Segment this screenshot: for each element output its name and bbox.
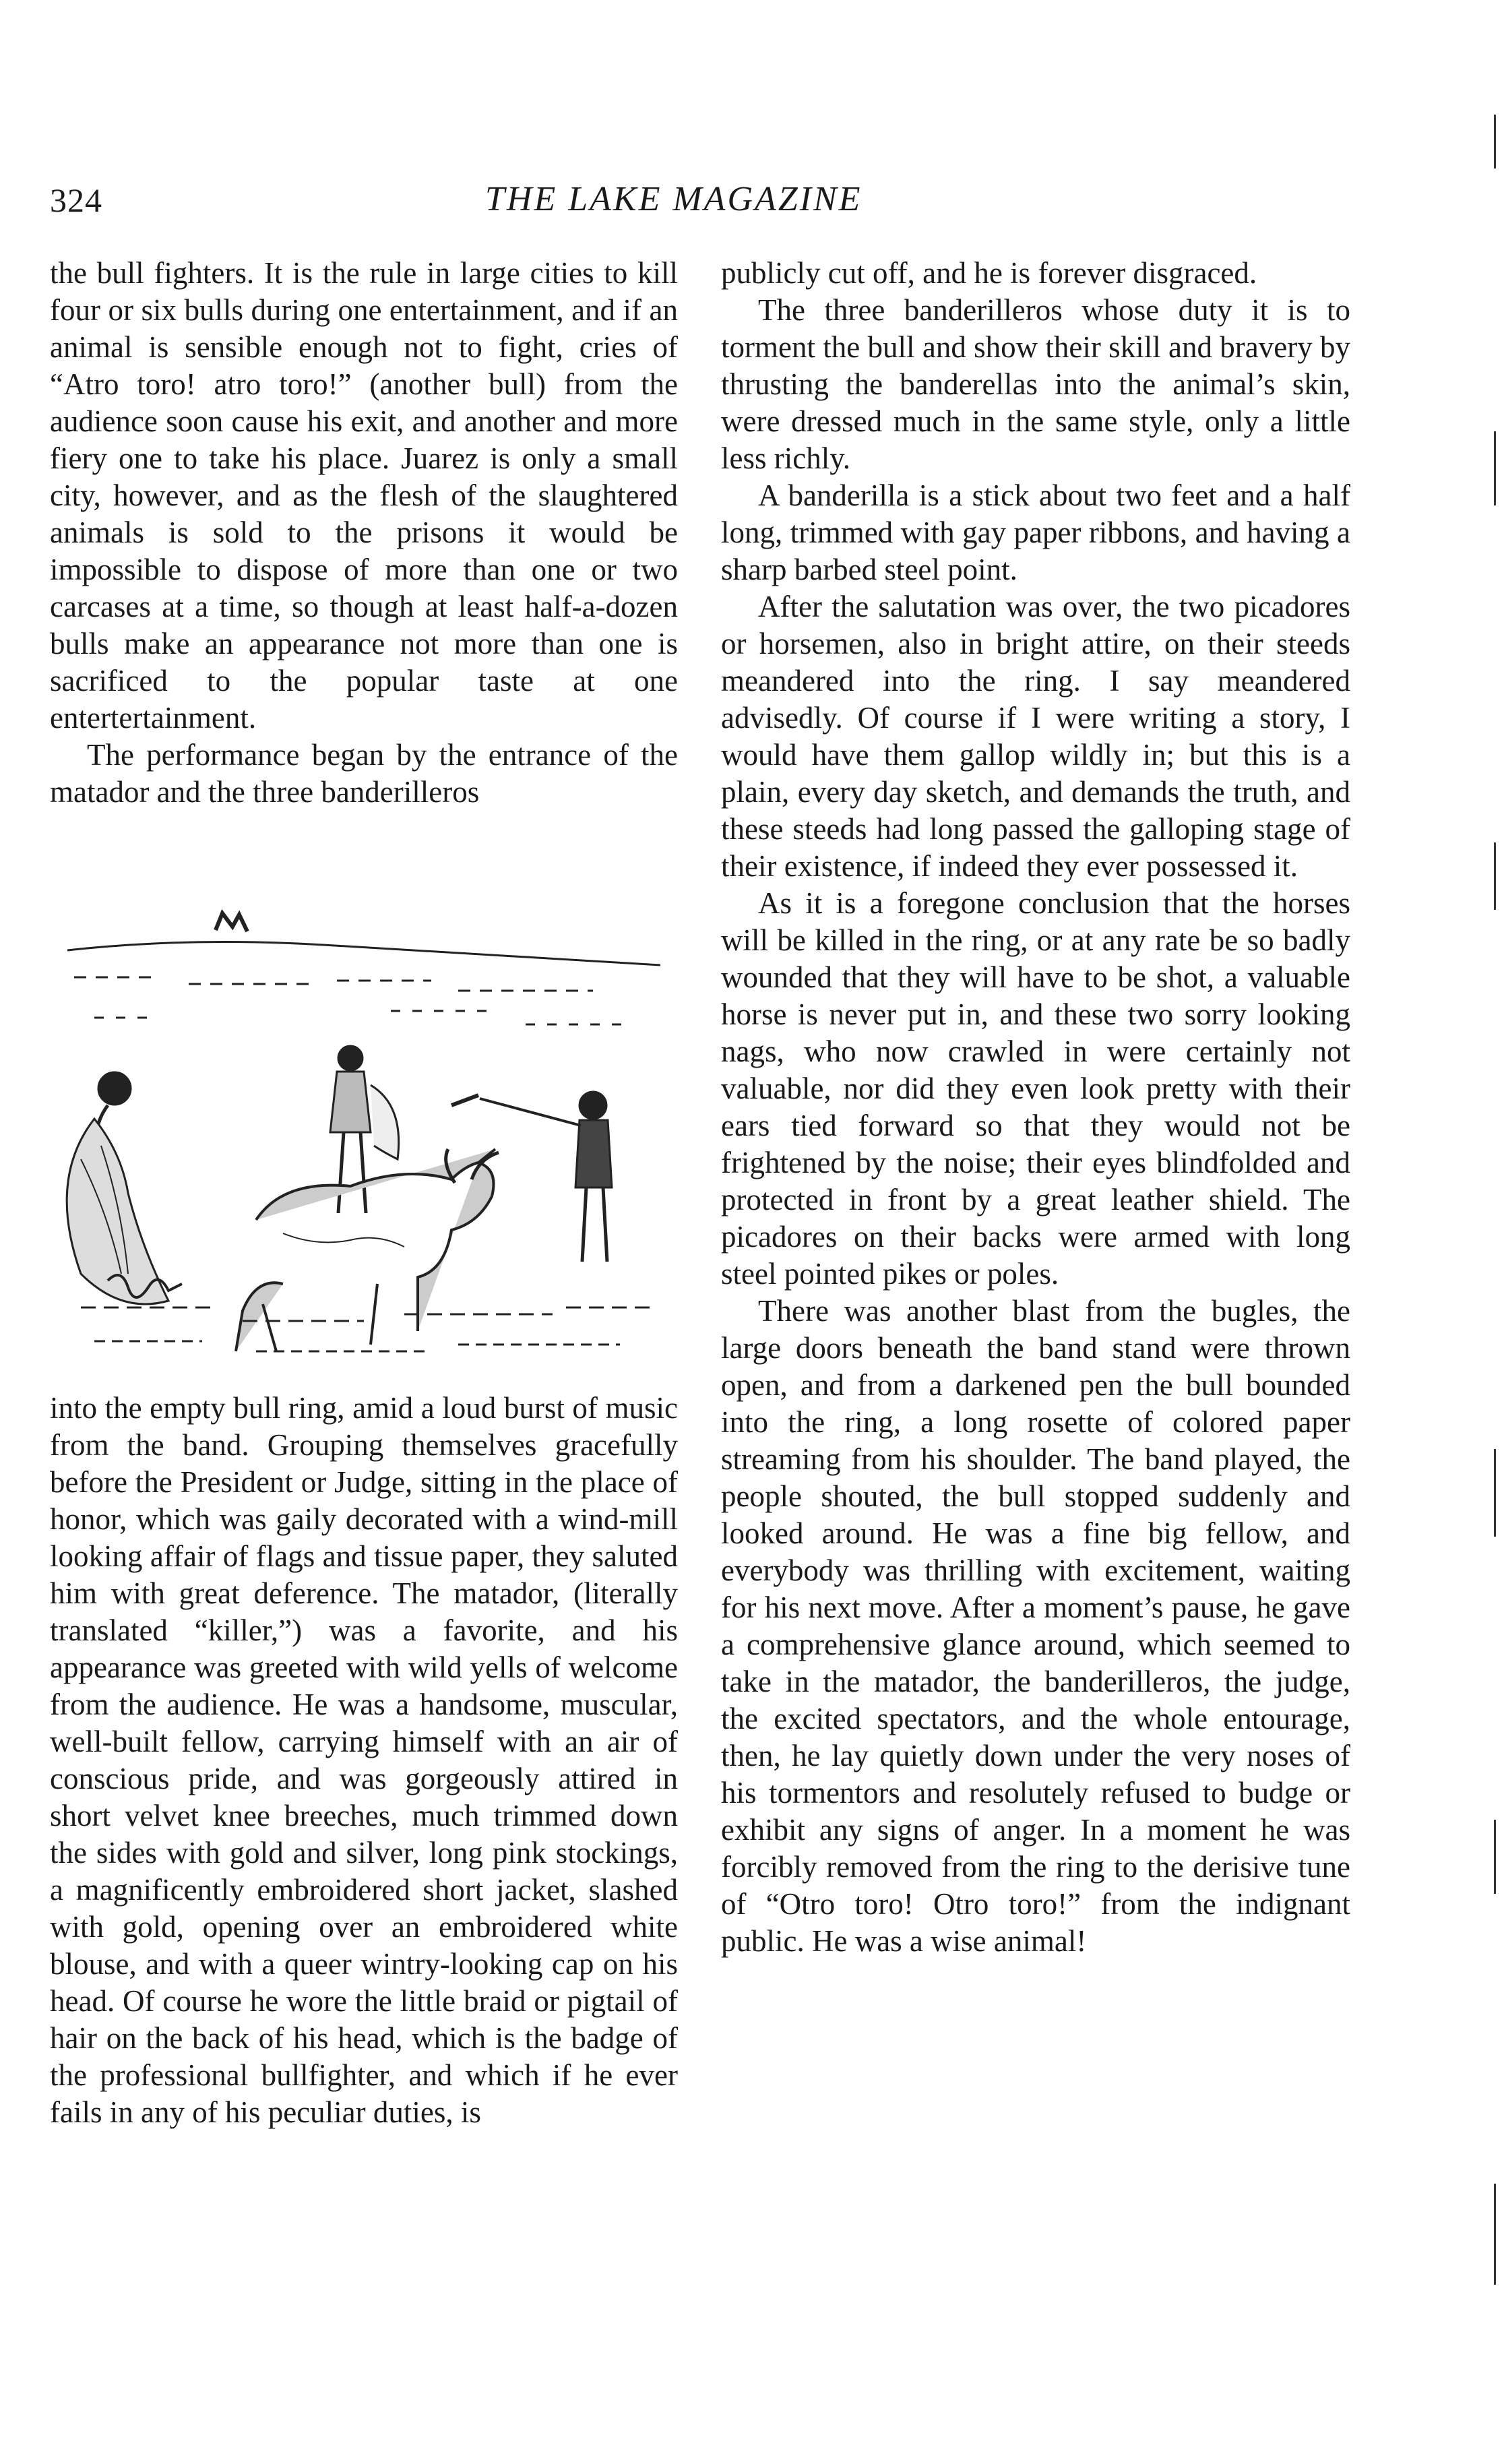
paragraph: There was another blast from the bugles, the large doors beneath the band stand were thrown open, and from a darkened pen the bull bounded into the ring, a long rosette of colored paper streaming from his shoulder. The band played, the people shouted, the bull stopped suddenly and looked around. He was a fine big fellow, and everybody was thrilling with excitement, waiting for his next move. After a moment’s pause, he gave a comprehensive glance around, which seemed to take in the matador, the banderilleros, the judge, the excited spectators, and the whole entourage, then, he lay quietly down under the very noses of his tormentors and resolutely refused to budge or exhibit any signs of anger. In a moment he was forcibly removed from the ring to the derisive tune of “Otro toro! Otro toro!” from the indignant public. He was a wise animal!	[721, 1294, 1350, 1958]
scan-edge-mark	[1494, 1820, 1496, 1894]
scan-edge-mark	[1494, 2184, 1496, 2285]
paragraph: A banderilla is a stick about two feet and a half long, trimmed with gay paper ribbons, and having a sharp barbed steel point.	[721, 479, 1350, 586]
bullfight-illustration	[54, 903, 674, 1375]
left-column-bottom	[50, 1390, 678, 2131]
paragraph: After the salutation was over, the two picadores or horsemen, also in bright attire, on their steeds meandered into the ring. I say meandered advisedly. Of course if I were writing a story, I would have them gallop wildly in; but this is a plain, every day sketch, and demands the truth, and these steeds had long passed the galloping stage of their existence, if indeed they ever possessed it.	[721, 590, 1350, 883]
paragraph: into the empty bull ring, amid a loud burst of music from the band. Grouping themselves gracefully before the President or Judge, sitting in the place of honor, which was gaily decorated with a wind-mill looking affair of flags and tissue paper, they saluted him with great deference. The matador, (literally translated “killer,”) was a favorite, and his appearance was greeted with wild yells of welcome from the audience. He was a handsome, muscular, well-built fellow, carrying himself with an air of conscious pride, and was gorgeously attired in short velvet knee breeches, much trimmed down the sides with gold and silver, long pink stockings, a magnificently embroidered short jacket, slashed with gold, opening over an embroidered white blouse, and with a queer wintry-looking cap on his head. Of course he wore the little braid or pigtail of hair on the back of his head, which is the badge of the professional bullfighter, and which if he ever fails in any of his peculiar duties, is	[50, 1391, 678, 2129]
bullfight-engraving-icon	[54, 903, 674, 1375]
scan-edge-mark	[1494, 1449, 1496, 1537]
left-column-top	[50, 255, 678, 811]
paragraph: The performance began by the entrance of the matador and the three banderilleros	[50, 738, 678, 809]
page-number: 324	[50, 181, 102, 219]
scan-edge-mark	[1494, 115, 1496, 168]
right-column	[721, 255, 1350, 1960]
paragraph: the bull fighters. It is the rule in large cities to kill four or six bulls during one entertainment, and if an animal is sensible enough not to fight, cries of “Atro toro! atro toro!” (another bull) from the audience soon cause his exit, and another and more fiery one to take his place. Juarez is only a small city, however, and as the flesh of the slaughtered animals is sold to the prisons it would be impossible to dispose of more than one or two carcases at a time, so though at least half-a-dozen bulls make an appearance not more than one is sacrificed to the popular taste at one entertertainment.	[50, 256, 678, 735]
scan-edge-mark	[1494, 842, 1496, 910]
paragraph: publicly cut off, and he is forever disgraced.	[721, 256, 1257, 290]
paragraph: The three banderilleros whose duty it is to torment the bull and show their skill and bravery by thrusting the banderellas into the animal’s skin, were dressed much in the same style, only a little less richly.	[721, 293, 1350, 475]
paragraph: As it is a foregone conclusion that the horses will be killed in the ring, or at any rate be so badly wounded that they will have to be shot, a valuable horse is never put in, and these two sorry looking nags, who now crawled in were certainly not valuable, nor did they even look pretty with their ears tied forward so that they would not be frightened by the noise; their eyes blindfolded and protected in front by a great leather shield. The picadores on their backs were armed with long steel pointed pikes or poles.	[721, 886, 1350, 1291]
running-head: THE LAKE MAGAZINE	[485, 180, 863, 218]
scan-edge-mark	[1494, 431, 1496, 505]
